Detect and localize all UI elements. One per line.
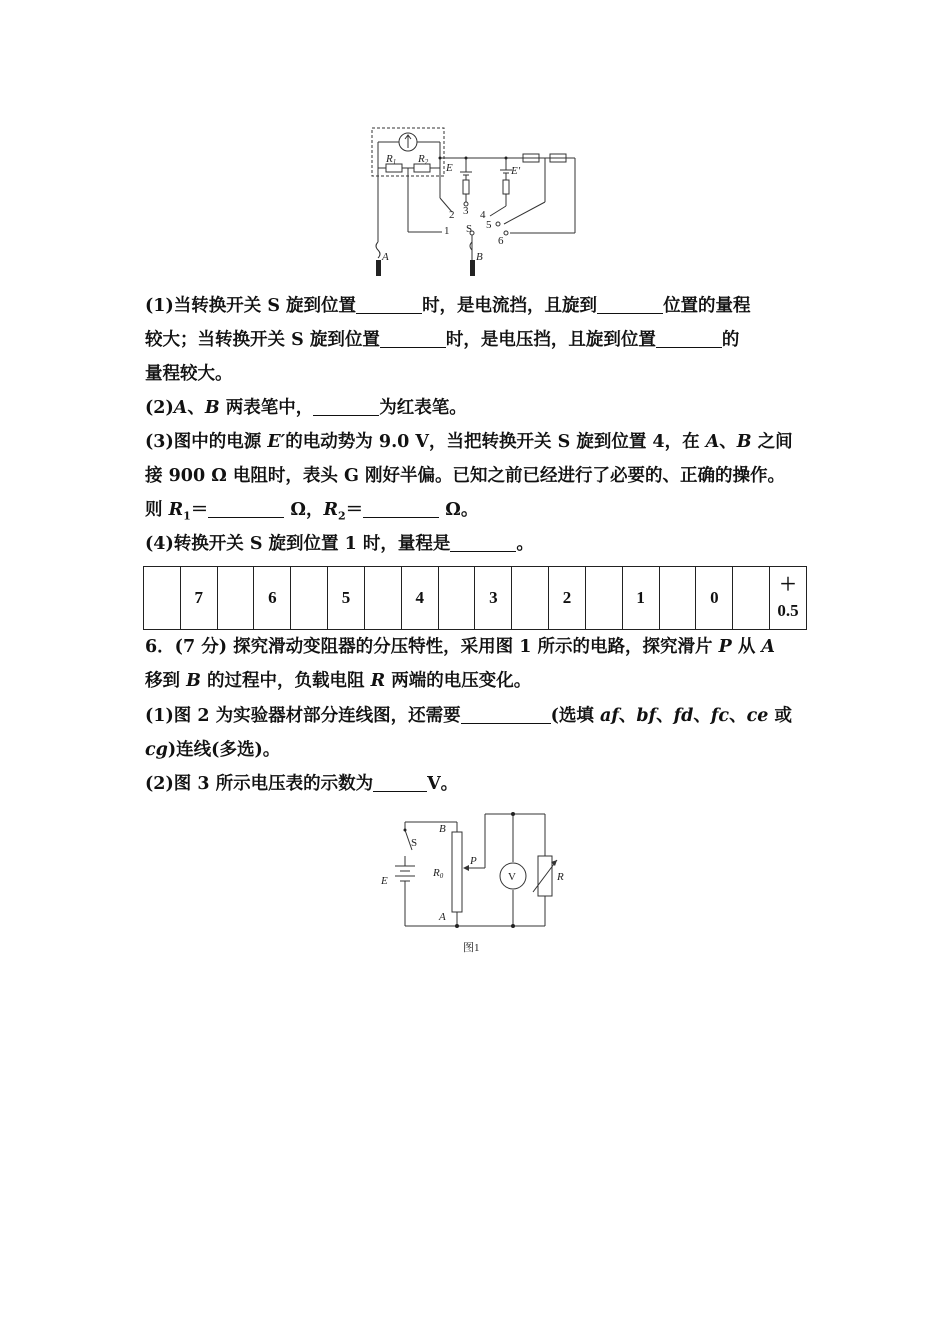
table-cell bbox=[438, 567, 475, 630]
pos-1-label: 1 bbox=[444, 225, 450, 237]
table-cell bbox=[659, 567, 696, 630]
q6-line-2: 移到 B 的过程中，负载电阻 R 两端的电压变化。 bbox=[145, 671, 532, 691]
end-a-label: A bbox=[439, 911, 446, 923]
pos-2-label: 2 bbox=[449, 209, 455, 221]
q6-line-3: (1)图 2 为实验器材部分连线图，还需要 (选填 af、bf、fd、fc、ce 或 bbox=[145, 706, 792, 726]
q5-line-1: (1)当转换开关 S 旋到位置 时，是电流挡，且旋到 位置的量程 bbox=[145, 296, 751, 316]
q6-line-4: cg)连线(多选)。 bbox=[145, 740, 281, 760]
answer-row-table bbox=[143, 566, 807, 630]
table-cell: 7 bbox=[180, 567, 217, 630]
probe-b-label: B bbox=[476, 251, 483, 263]
table-cell: 6 bbox=[254, 567, 291, 630]
q6-line-5: (2)图 3 所示电压表的示数为 V。 bbox=[145, 774, 459, 794]
table-cell: 5 bbox=[328, 567, 365, 630]
switch-s-label: S bbox=[466, 223, 473, 235]
table-cell bbox=[291, 567, 328, 630]
pos-3-label: 3 bbox=[463, 205, 469, 217]
figure-caption: 图1 bbox=[463, 942, 480, 954]
multimeter-circuit-figure bbox=[360, 120, 590, 280]
table-cell bbox=[217, 567, 254, 630]
pos-6-label: 6 bbox=[498, 235, 504, 247]
q5-line-6: 接 900 Ω 电阻时，表头 G 刚好半偏。已知之前已经进行了必要的、正确的操作。 bbox=[145, 466, 786, 486]
table-cell: 2 bbox=[549, 567, 586, 630]
pos-5-label: 5 bbox=[486, 219, 492, 231]
q5-line-5: (3)图中的电源 E′的电动势为 9.0 V，当把转换开关 S 旋到位置 4，在 A、B 之间 bbox=[145, 432, 793, 452]
table-cell bbox=[512, 567, 549, 630]
table-cell: ＋ 0.5 bbox=[770, 567, 807, 630]
q5-line-4: (2)A、B 两表笔中， 为红表笔。 bbox=[145, 398, 467, 418]
table-cell bbox=[364, 567, 401, 630]
r1-label: R1 bbox=[386, 153, 397, 166]
table-cell: 3 bbox=[475, 567, 512, 630]
r2-label: R2 bbox=[418, 153, 429, 166]
q5-line-2: 较大；当转换开关 S 旋到位置 时，是电压挡，且旋到位置 的 bbox=[145, 330, 740, 350]
q5-line-8: (4)转换开关 S 旋到位置 1 时，量程是 。 bbox=[145, 534, 534, 554]
load-r-label: R bbox=[557, 871, 564, 883]
table-cell: 1 bbox=[622, 567, 659, 630]
switch-s-label: S bbox=[411, 837, 418, 849]
table-cell bbox=[733, 567, 770, 630]
e-prime-label: E' bbox=[511, 165, 521, 177]
battery-e-label: E bbox=[381, 875, 388, 887]
e-label: E bbox=[446, 162, 453, 174]
end-b-label: B bbox=[439, 823, 446, 835]
q5-line-7: 则 $R_1= \Omega$，$R_2= \Omega$。 bbox=[145, 500, 479, 523]
slider-p-label: P bbox=[470, 855, 477, 867]
r0-label: R0 bbox=[433, 867, 444, 880]
table-cell: 0 bbox=[696, 567, 733, 630]
pos-4-label: 4 bbox=[480, 209, 486, 221]
table-cell: 4 bbox=[401, 567, 438, 630]
q5-line-3: 量程较大。 bbox=[145, 364, 233, 384]
voltmeter-v-label: V bbox=[508, 871, 516, 883]
table-cell bbox=[144, 567, 181, 630]
table-cell bbox=[585, 567, 622, 630]
divider-circuit-figure bbox=[375, 808, 575, 958]
q6-line-1: 6．(7 分) 探究滑动变阻器的分压特性，采用图 1 所示的电路，探究滑片 P 从 A bbox=[145, 637, 775, 657]
probe-a-label: A bbox=[382, 251, 389, 263]
